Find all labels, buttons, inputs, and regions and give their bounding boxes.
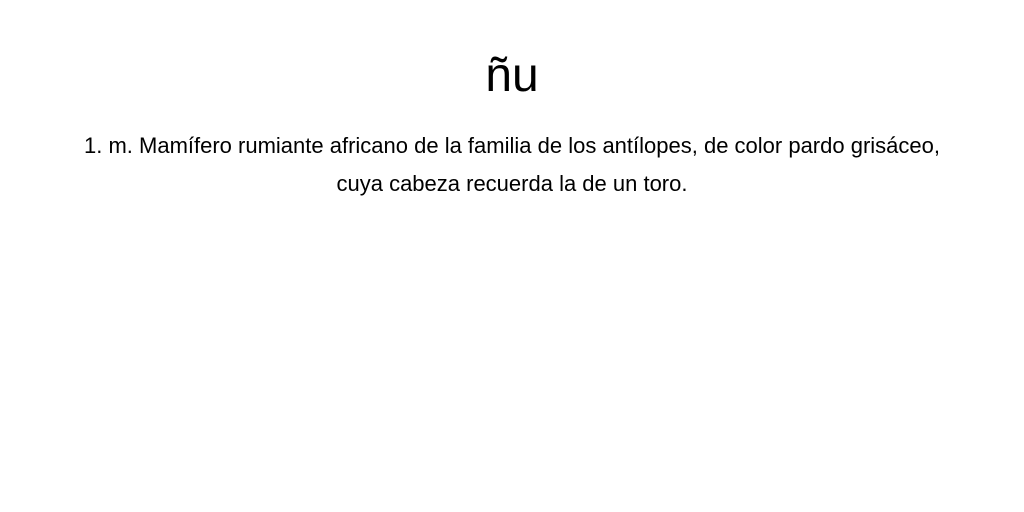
entry-headword: ñu — [485, 49, 539, 102]
entry-definition: 1. m. Mamífero rumiante africano de la familia de los antílopes, de color pardo grisáceo, cuya cabeza recuerda la de un toro. — [84, 133, 940, 196]
